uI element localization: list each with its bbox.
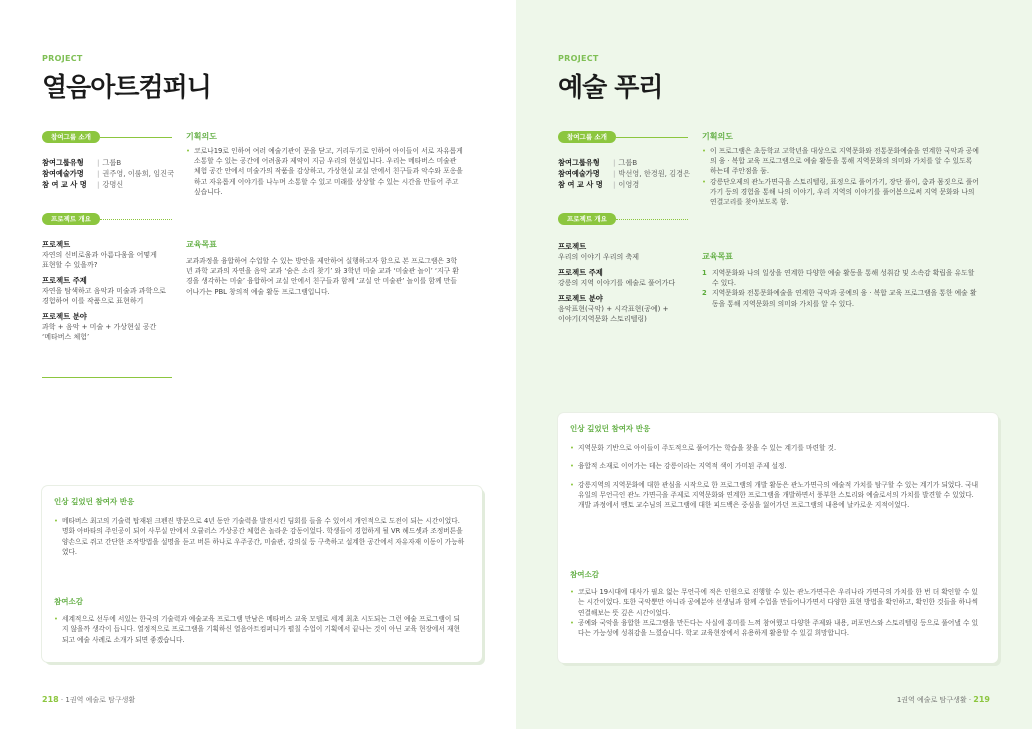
review-item: • 코로나 19시대에 대사가 필요 없는 무언극에 적은 인원으로 진행할 수 있는 관노가면극은 우리나라 가면극의 가치를 한 번 더 확인할 수 있는 시간이었다. 또한 국악뿐만 아니라 공예분야 선생님과 함께 수업을 만들어나가면서 다양한 표현 방법을 확인하고, 확인한 것들을 하나씩 연결해보는 뜻 깊은 시간이었다. [570, 587, 982, 618]
page-title: 열음아트컴퍼니 [42, 73, 211, 103]
intent-list [702, 146, 980, 207]
review-list: • 세계적으로 선두에 서있는 한국의 기술력과 예술교육 프로그램 만남은 메타버스 교육 모델로 세계 최초 시도되는 그런 예술 프로그램이 되지 않을까 생각이 듭니다. 열정적으로 프로그램을 기획하신 열음아트컴퍼니가 펼칠 수업이 기획에서 끝나는 것이 아닌 교육 현장에서 재현되고 예술 사례로 소개가 되면 좋겠습니다. [54, 614, 466, 653]
intent-item: • 이 프로그램은 초등학교 고학년을 대상으로 지역문화와 전통문화예술을 연계한 국악과 공예의 융 · 복합 교육 프로그램으로 예술 활동을 통해 지역문화의 의미와 가치를 알 수 있도록 하는데 주안점을 둠. [702, 146, 980, 177]
overview-text: 강릉의 지역 이야기를 예술로 풀어가다 [558, 279, 676, 287]
overview-heading: 프로젝트 [42, 240, 71, 249]
divider [616, 219, 688, 220]
review-heading: 참여소감 [570, 570, 599, 579]
overview-text: 자연을 탐색하고 음악과 미술과 과학으로 경험하여 이를 작품으로 표현하기 [42, 287, 166, 305]
info-row: 참여그룹유형 | 그룹B [42, 158, 122, 167]
impression-heading: 인상 깊었던 참여자 반응 [54, 497, 135, 506]
divider [616, 137, 688, 138]
intent-item: • 강릉단오제의 관노가면극을 스토리텔링, 표정으로 풀어가기, 장단 풀이, 춤과 몸짓으로 풀어가기 등의 경험을 통해 나의 이야기, 우리 지역의 이야기를 풀어봄으로써 지역 문화와 나의 연결고리를 찾아보도록 함. [702, 177, 980, 208]
info-table [42, 157, 174, 190]
info-table [558, 157, 690, 190]
overview-block [42, 240, 182, 342]
info-row: 참 여 교 사 명 | 강명신 [42, 180, 124, 189]
response-box [558, 413, 998, 663]
impression-item: • 융합적 소재로 이어가는 데는 강릉이라는 지역적 색이 가미된 주제 설정. [570, 461, 982, 471]
right-page [516, 0, 1032, 729]
review-list [570, 587, 982, 646]
overview-text: 음악표현(국악) + 시각표현(공예) + 이야기(지역문화 스토리텔링) [558, 305, 669, 323]
info-row: 참여예술가명 | 권주영, 이룸희, 임진국 [42, 169, 175, 178]
page-number: 218 [42, 695, 59, 704]
goal-item: 2 지역문화와 전통문화예술을 연계한 국악과 공예의 융 · 복합 교육 프로그램을 통한 예술 활동을 통해 지역문화의 의미와 가치를 알 수 있다. [702, 289, 977, 308]
review-item: • 공예와 국악을 융합한 프로그램을 만든다는 사실에 흥미를 느껴 참여했고 다양한 주제와 내용, 퍼포먼스와 스토리텔링 등으로 풀어낼 수 있다는 가능성에 성취감을 느꼈습니다. 학교 교육현장에서 유용하게 활용할 수 있길 희망합니다. [570, 618, 982, 639]
impression-heading: 인상 깊었던 참여자 반응 [570, 424, 651, 433]
goal-heading: 교육목표 [702, 252, 733, 261]
overview-heading: 프로젝트 분야 [558, 294, 603, 303]
impression-list [570, 443, 982, 518]
intent-heading: 기획의도 [186, 132, 217, 141]
goal-heading: 교육목표 [186, 240, 217, 249]
project-label: PROJECT [558, 54, 599, 63]
info-row: 참여예술가명 | 박선영, 한경원, 김경은 [558, 169, 691, 178]
group-pill: 참여그룹 소개 [558, 131, 616, 143]
overview-text: 우리의 이야기 우리의 축제 [558, 253, 640, 261]
overview-pill: 프로젝트 개요 [42, 213, 100, 225]
overview-block [558, 242, 698, 324]
divider [42, 377, 172, 378]
review-heading: 참여소감 [54, 597, 83, 606]
intent-text: • 코로나19로 인하여 여러 예술기관이 문을 닫고, 거리두기로 인하여 아이들이 서로 자유롭게 소통할 수 있는 공간에 어려움과 제약이 지금 우리의 현실입니다. 우리는 메타버스 미술관 체험 공간 안에서 미술가의 작품을 감상하고, 가상현실 교실 안에서 친구들과 악수와 포옹을 하고 자유롭게 이야기를 나누며 소통할 수 있고 미래를 상상할 수 있는 시간을 만들어 주고 싶습니다. [186, 146, 464, 197]
overview-text: 과학 + 음악 + 미술 + 가상현실 공간 ‘메타버스 체험’ [42, 323, 157, 341]
intent-heading: 기획의도 [702, 132, 733, 141]
page-title: 예술 푸리 [558, 73, 663, 103]
goal-item: 1 지역문화와 나의 일상을 연계한 다양한 예술 활동을 통해 성취감 및 소속감 확립을 유도할 수 있다. [702, 269, 975, 288]
response-box [42, 486, 482, 662]
divider [100, 219, 172, 220]
overview-heading: 프로젝트 주제 [558, 268, 603, 277]
folio-text: 1권역 예술로 탐구생활 [65, 696, 136, 704]
info-row: 참여그룹유형 | 그룹B [558, 158, 638, 167]
info-row: 참 여 교 사 명 | 이영경 [558, 180, 640, 189]
overview-heading: 프로젝트 [558, 242, 587, 251]
divider [100, 137, 172, 138]
overview-pill: 프로젝트 개요 [558, 213, 616, 225]
project-label: PROJECT [42, 54, 83, 63]
folio: 218 · 1권역 예술로 탐구생활 [42, 695, 136, 704]
goal-text: 교과과정을 융합하여 수업할 수 있는 방안을 제안하여 실행하고자 함으로 본 프로그램은 3학년 과학 교과의 자연을 음악 교과 ‘숨은 소리 찾기’ 와 3학년 미술 교과 ‘미술관 놀이’ ‘지구 환경을 생각하는 미술’ 융합하여 교실 안에서 친구들과 함께 ‘교실 안 미술관’ 놀이를 함께 만들어나가는 PBL 창의적 예술 활동 프로그램입니다. [186, 257, 459, 296]
overview-text: 자연의 신비로움과 아름다움을 어떻게 표현할 수 있을까? [42, 251, 157, 269]
folio-text: 1권역 예술로 탐구생활 [896, 696, 967, 704]
goal-list [702, 268, 980, 309]
impression-item: • 지역문화 기반으로 아이들이 주도적으로 풀어가는 학습을 찾을 수 있는 계기를 마련할 것. [570, 443, 982, 453]
impression-list: • 메타버스 최고의 기술력 탑재된 크펜진 방문으로 4년 동안 기술력을 발전시킨 딤회를 들을 수 있어서 개인적으로 도전이 되는 시간이었다. 명화 아바타의 주인공이 되어 사무실 안에서 오큘러스 가상공간 체험은 놀라운 감동이었다. 학생들이 경험하게 될 VR 헤드셋과 조정버튼을 양손으로 쥐고 간단한 조작방법을 설명을 듣고 버튼 하나로 우주공간, 미술관, 강의실 등 구축하고 설계한 공간에서 자유자재 이동이 가능하였다. [54, 516, 466, 565]
overview-heading: 프로젝트 분야 [42, 312, 87, 321]
group-pill: 참여그룹 소개 [42, 131, 100, 143]
overview-heading: 프로젝트 주제 [42, 276, 87, 285]
page-number: 219 [973, 695, 990, 704]
impression-item: • 강릉지역의 지역문화에 대한 관심을 시작으로 한 프로그램의 개발 활동은 관노가면극의 예술적 가치를 탐구할 수 있는 계기가 되었다. 국내 유일의 무언극인 관노 가면극을 주제로 지역문화와 연계한 프로그램을 개발하면서 풍부한 스토리와 예술로서의 가치를 발견할 수 있었다. 개발 과정에서 멘토 교수님의 프로그램에 대한 피드백은 중심을 잃어가던 프로그램의 내용에 날카로운 지적이었다. [570, 480, 982, 511]
folio: 1권역 예술로 탐구생활 · 219 [896, 695, 990, 704]
